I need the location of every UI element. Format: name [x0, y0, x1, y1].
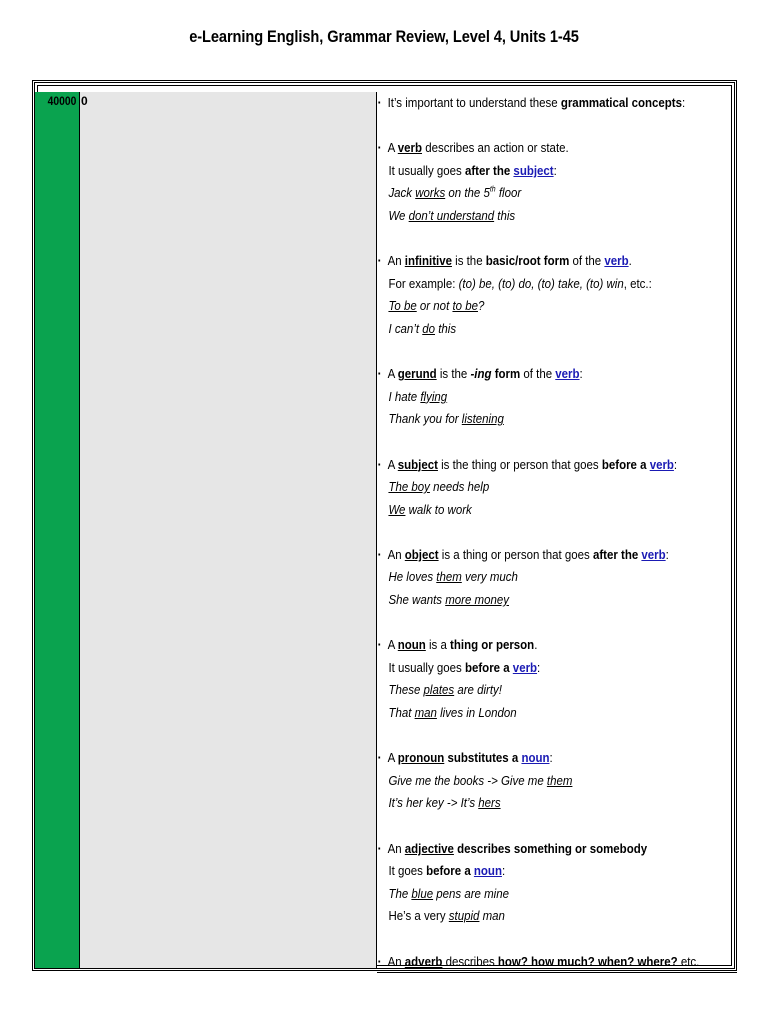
document-title: e-Learning English, Grammar Review, Level 4, Units 1-45 — [189, 27, 579, 46]
object-example-1: He loves them very much — [388, 569, 518, 585]
pronoun-definition: ▪ A pronoun substitutes a noun: — [378, 747, 688, 770]
verb-definition: ▪ A verb describes an action or state. — [378, 137, 688, 160]
infinitive-definition: ▪ An infinitive is the basic/root form of the verb. — [378, 250, 688, 273]
subject-example-1: The boy needs help — [388, 479, 490, 495]
verb-example-1: Jack works on the 5th floor — [388, 184, 522, 201]
object-example-2: She wants more money — [388, 592, 509, 608]
noun-example-1: These plates are dirty! — [388, 682, 502, 698]
bullet-icon: ▪ — [378, 143, 381, 153]
infinitive-example-list: For example: (to) be, (to) do, (to) take, (to) win, etc.: — [388, 275, 652, 291]
verb-link[interactable]: verb — [512, 659, 538, 675]
code-column — [35, 92, 80, 968]
subject-link[interactable]: subject — [513, 162, 554, 178]
adjective-example-2: He’s a very stupid man — [388, 908, 505, 924]
bullet-icon: ▪ — [378, 549, 381, 559]
adjective-position: It goes before a noun: — [388, 863, 506, 879]
verb-example-2: We don’t understand this — [388, 207, 516, 223]
bottom-rule — [377, 970, 737, 973]
bullet-icon: ▪ — [378, 843, 381, 853]
verb-link[interactable]: verb — [641, 546, 666, 562]
gerund-example-2: Thank you for listening — [388, 411, 504, 427]
verb-link[interactable]: verb — [649, 456, 674, 472]
adjective-example-1: The blue pens are mine — [388, 885, 509, 901]
pronoun-example-2: It’s her key -> It’s hers — [388, 795, 501, 811]
adverb-definition: ▪ An adverb describes how? how much? when? where? etc. — [378, 951, 688, 974]
row-value: 0 — [81, 94, 88, 108]
bullet-icon: ▪ — [378, 640, 381, 650]
pronoun-example-1: Give me the books -> Give me them — [388, 772, 573, 788]
subject-example-2: We walk to work — [388, 501, 472, 517]
bullet-icon: ▪ — [378, 98, 381, 107]
value-column — [80, 92, 377, 968]
noun-definition: ▪ A noun is a thing or person. — [378, 634, 688, 657]
subject-definition: ▪ A subject is the thing or person that goes before a verb: — [378, 454, 688, 477]
verb-position: It usually goes after the subject: — [388, 162, 557, 178]
noun-position: It usually goes before a verb: — [388, 659, 541, 675]
gerund-definition: ▪ A gerund is the -ing form of the verb: — [378, 363, 688, 386]
verb-link[interactable]: verb — [604, 253, 629, 269]
verb-link[interactable]: verb — [555, 366, 580, 382]
bullet-icon: ▪ — [378, 459, 381, 469]
intro-line: ▪ It’s important to understand these grammatical concepts: — [378, 92, 688, 115]
adjective-definition: ▪ An adjective describes something or somebody — [378, 838, 688, 861]
noun-link[interactable]: noun — [521, 750, 550, 766]
bullet-icon: ▪ — [378, 256, 381, 266]
grammar-notes — [378, 92, 700, 973]
infinitive-example-1: To be or not to be? — [388, 298, 485, 314]
bullet-icon: ▪ — [378, 956, 381, 966]
gerund-example-1: I hate flying — [388, 388, 448, 404]
infinitive-example-2: I can’t do this — [388, 320, 457, 336]
row-code: 40000 — [47, 94, 76, 108]
object-definition: ▪ An object is a thing or person that goes after the verb: — [378, 544, 688, 567]
bullet-icon: ▪ — [378, 753, 381, 763]
noun-example-2: That man lives in London — [388, 705, 517, 721]
bullet-icon: ▪ — [378, 369, 381, 379]
noun-link[interactable]: noun — [473, 863, 502, 879]
